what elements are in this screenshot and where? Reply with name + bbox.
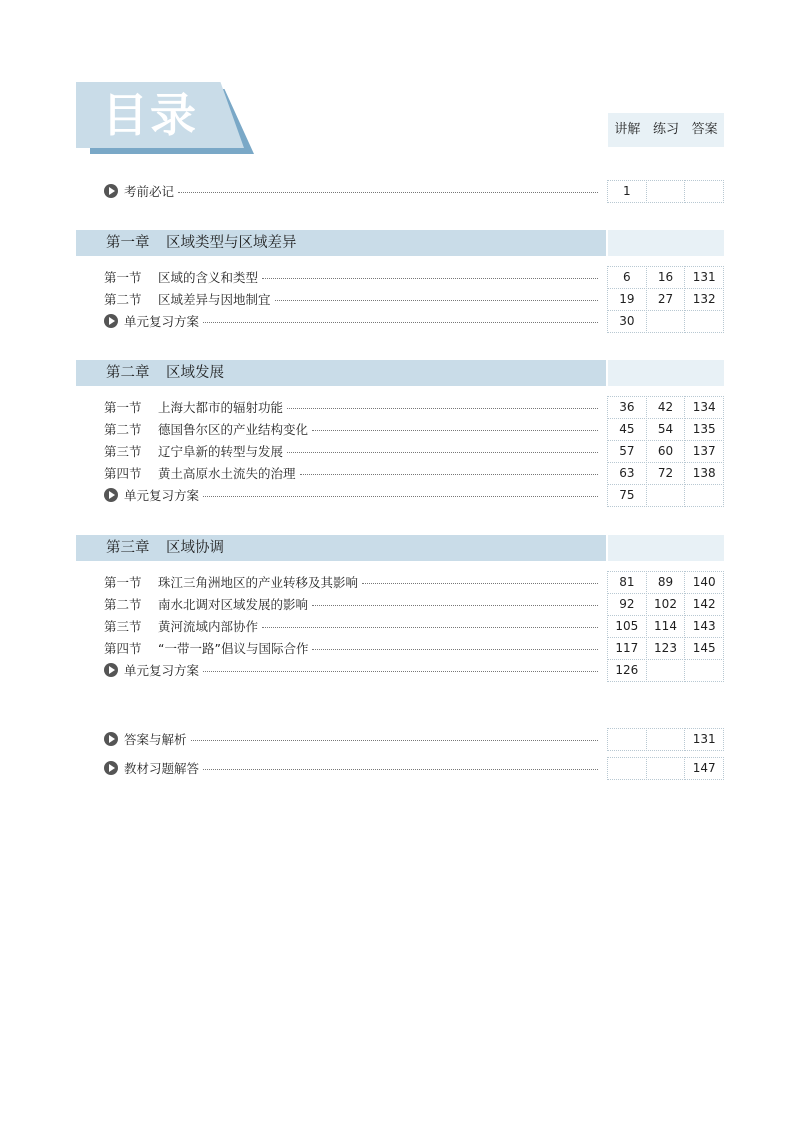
toc-title-block [76, 82, 258, 154]
page-cell [607, 728, 647, 751]
page-cell: 114 [646, 615, 686, 638]
entry-label: 单元复习方案 [124, 663, 200, 678]
leader-dots [191, 728, 598, 741]
page-cell: 54 [646, 418, 686, 441]
entry-label: 南水北调对区域发展的影响 [158, 597, 309, 612]
page-cell: 134 [684, 396, 724, 419]
section-number: 第一节 [104, 575, 142, 590]
section-number: 第三节 [104, 444, 142, 459]
page-cell: 142 [684, 593, 724, 616]
entry-label: 珠江三角洲地区的产业转移及其影响 [158, 575, 359, 590]
section-number: 第二节 [104, 422, 142, 437]
page-cell [684, 180, 724, 203]
page-cell: 137 [684, 440, 724, 463]
page-cell: 81 [607, 571, 647, 594]
chapter-header-2[interactable] [76, 360, 724, 386]
page-cell: 140 [684, 571, 724, 594]
toc-entry[interactable] [104, 462, 724, 484]
arrow-icon [104, 732, 118, 746]
page-cell [684, 659, 724, 682]
leader-dots [262, 615, 598, 628]
page-cell: 147 [684, 757, 724, 780]
page-cell [646, 310, 686, 333]
page-cell: 16 [646, 266, 686, 289]
page-cell [607, 757, 647, 780]
arrow-icon [104, 184, 118, 198]
page-cell: 72 [646, 462, 686, 485]
toc-entry[interactable] [104, 266, 724, 288]
entry-label: 黄土高原水土流失的治理 [158, 466, 296, 481]
section-number: 第二节 [104, 292, 142, 307]
arrow-icon [104, 663, 118, 677]
entry-label: 单元复习方案 [124, 488, 200, 503]
page-cell: 138 [684, 462, 724, 485]
chapter-title: 区域类型与区域差异 [166, 235, 297, 251]
page-cell [646, 484, 686, 507]
toc-entry[interactable] [104, 440, 724, 462]
column-header-lecture: 讲解 [614, 122, 641, 137]
chapter-title: 区域发展 [166, 365, 224, 381]
leader-dots [312, 593, 598, 606]
page-cell: 60 [646, 440, 686, 463]
chapter-header-1[interactable] [76, 230, 724, 256]
page-cell [684, 484, 724, 507]
page-cell [646, 757, 686, 780]
entry-label: 教材习题解答 [124, 761, 200, 776]
leader-dots [362, 571, 598, 584]
toc-entry[interactable] [104, 571, 724, 593]
page-cell: 132 [684, 288, 724, 311]
page-cell: 143 [684, 615, 724, 638]
entry-label: 区域的含义和类型 [158, 270, 259, 285]
page-cell: 145 [684, 637, 724, 660]
page-cell [684, 310, 724, 333]
page-cell: 92 [607, 593, 647, 616]
toc-entry-review[interactable] [104, 659, 724, 681]
page-cell: 42 [646, 396, 686, 419]
leader-dots [203, 757, 598, 770]
arrow-icon [104, 314, 118, 328]
leader-dots [300, 462, 598, 475]
page-cell: 19 [607, 288, 647, 311]
column-header-practice: 练习 [653, 122, 680, 137]
arrow-icon [104, 761, 118, 775]
toc-entry[interactable] [104, 593, 724, 615]
section-number: 第一节 [104, 270, 142, 285]
page-cell: 102 [646, 593, 686, 616]
leader-dots [203, 484, 598, 497]
toc-entry[interactable] [104, 288, 724, 310]
leader-dots [203, 310, 598, 323]
leader-dots [262, 266, 598, 279]
chapter-header-3[interactable] [76, 535, 724, 561]
toc-entry-back[interactable] [104, 728, 724, 750]
page-cell: 135 [684, 418, 724, 441]
page-cell: 45 [607, 418, 647, 441]
entry-label: 黄河流域内部协作 [158, 619, 259, 634]
page-cell: 6 [607, 266, 647, 289]
toc-entry[interactable] [104, 615, 724, 637]
entry-label: 考前必记 [124, 184, 175, 199]
toc-entry-review[interactable] [104, 484, 724, 506]
entry-label: “一带一路”倡议与国际合作 [158, 641, 309, 656]
chapter-title: 区域协调 [166, 540, 224, 556]
toc-entry-back[interactable] [104, 757, 724, 779]
leader-dots [203, 659, 598, 672]
page-cell: 57 [607, 440, 647, 463]
page-cell: 131 [684, 266, 724, 289]
entry-label: 上海大都市的辐射功能 [158, 400, 284, 415]
chapter-number: 第一章 [106, 235, 150, 251]
page-cell: 131 [684, 728, 724, 751]
toc-entry-front[interactable] [104, 180, 724, 202]
page-cell: 63 [607, 462, 647, 485]
leader-dots [312, 637, 598, 650]
page-cell: 105 [607, 615, 647, 638]
page-cell: 75 [607, 484, 647, 507]
page-cell: 30 [607, 310, 647, 333]
page-cell: 27 [646, 288, 686, 311]
section-number: 第四节 [104, 466, 142, 481]
leader-dots [312, 418, 598, 431]
toc-entry[interactable] [104, 418, 724, 440]
page-cell [646, 659, 686, 682]
section-number: 第四节 [104, 641, 142, 656]
leader-dots [287, 396, 598, 409]
leader-dots [275, 288, 598, 301]
chapter-number: 第二章 [106, 365, 150, 381]
page-cell: 36 [607, 396, 647, 419]
page-cell: 117 [607, 637, 647, 660]
entry-label: 单元复习方案 [124, 314, 200, 329]
section-number: 第二节 [104, 597, 142, 612]
page-cell: 1 [607, 180, 647, 203]
column-headers [608, 113, 724, 147]
page-cell: 123 [646, 637, 686, 660]
entry-label: 答案与解析 [124, 732, 187, 747]
entry-label: 德国鲁尔区的产业结构变化 [158, 422, 309, 437]
leader-dots [287, 440, 598, 453]
entry-label: 区域差异与因地制宜 [158, 292, 271, 307]
entry-label: 辽宁阜新的转型与发展 [158, 444, 284, 459]
section-number: 第一节 [104, 400, 142, 415]
leader-dots [178, 180, 598, 193]
page-cell: 89 [646, 571, 686, 594]
arrow-icon [104, 488, 118, 502]
page-cell [646, 728, 686, 751]
section-number: 第三节 [104, 619, 142, 634]
page-cell [646, 180, 686, 203]
column-header-answer: 答案 [691, 122, 718, 137]
page-cell: 126 [607, 659, 647, 682]
toc-entry[interactable] [104, 637, 724, 659]
page-title: 目录 [102, 88, 198, 142]
toc-entry[interactable] [104, 396, 724, 418]
toc-entry-review[interactable] [104, 310, 724, 332]
chapter-number: 第三章 [106, 540, 150, 556]
